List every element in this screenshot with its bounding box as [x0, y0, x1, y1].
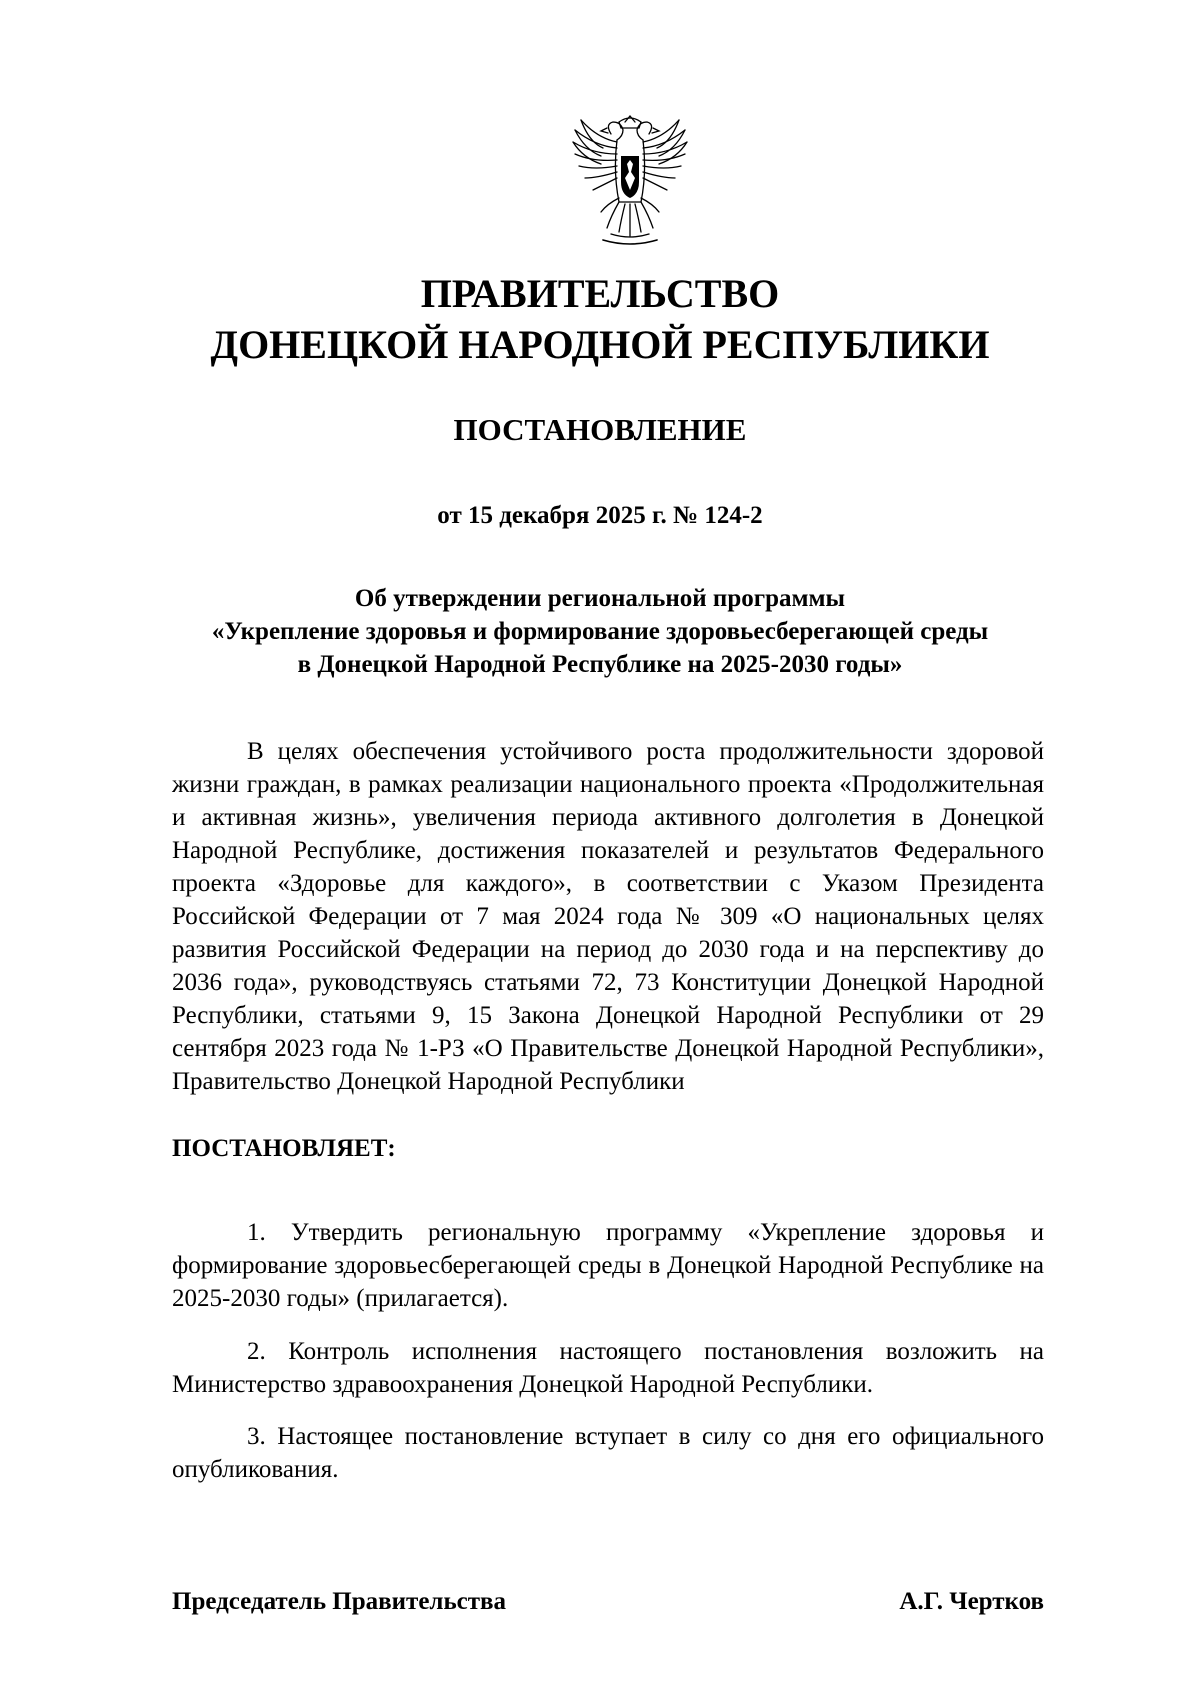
clause-1: 1. Утвердить региональную программу «Укрепление здоровья и формирование здоровьесберегающей среды в Донецкой Народной Республике на 2025-2030 годы» (прилагается).	[172, 1219, 1044, 1312]
preamble-paragraph: В целях обеспечения устойчивого роста продолжительности здоровой жизни граждан, в рамках реализации национального проекта «Продолжительная и активная жизнь», увеличения периода активного долголетия в Донецкой Народной Республике, достижения показателей и результатов Федерального проекта «Здоровье для каждого», в соответствии с Указом Президента Российской Федерации от 7 мая 2024 года № 309 «О национальных целях развития Российской Федерации на период до 2030 года и на перспективу до 2036 года», руководствуясь статьями 72, 73 Конституции Донецкой Народной Республики, статьями 9, 15 Закона Донецкой Народной Республики от 29 сентября 2023 года № 1-РЗ «О Правительстве Донецкой Народной Республики», Правительство Донецкой Народной Республики	[172, 738, 1044, 1095]
clause-2: 2. Контроль исполнения настоящего постановления возложить на Министерство здравоохранения Донецкой Народной Республики.	[172, 1338, 1044, 1398]
decree-subject	[160, 582, 1040, 681]
signatory-position: Председатель Правительства	[172, 1588, 507, 1615]
decree-type: ПОСТАНОВЛЕНИЕ	[453, 412, 747, 447]
signatory-name: А.Г. Чертков	[899, 1588, 1044, 1615]
government-title-line-1: ПРАВИТЕЛЬСТВО	[420, 271, 780, 316]
dpr-coat-of-arms-icon	[567, 112, 693, 250]
decree-date-number: от 15 декабря 2025 г. № 124-2	[437, 502, 763, 529]
decree-subject-line-2: «Укрепление здоровья и формирование здоровьесберегающей среды	[211, 618, 989, 645]
decree-subject-line-3: в Донецкой Народной Республике на 2025-2030 годы»	[297, 651, 903, 678]
decree-subject-line-1: Об утверждении региональной программы	[354, 585, 846, 612]
government-title	[160, 268, 1040, 370]
clause-3: 3. Настоящее постановление вступает в силу со дня его официального опубликования.	[172, 1423, 1044, 1483]
government-title-line-2: ДОНЕЦКОЙ НАРОДНОЙ РЕСПУБЛИКИ	[210, 322, 990, 367]
resolves-heading: ПОСТАНОВЛЯЕТ:	[172, 1135, 396, 1162]
